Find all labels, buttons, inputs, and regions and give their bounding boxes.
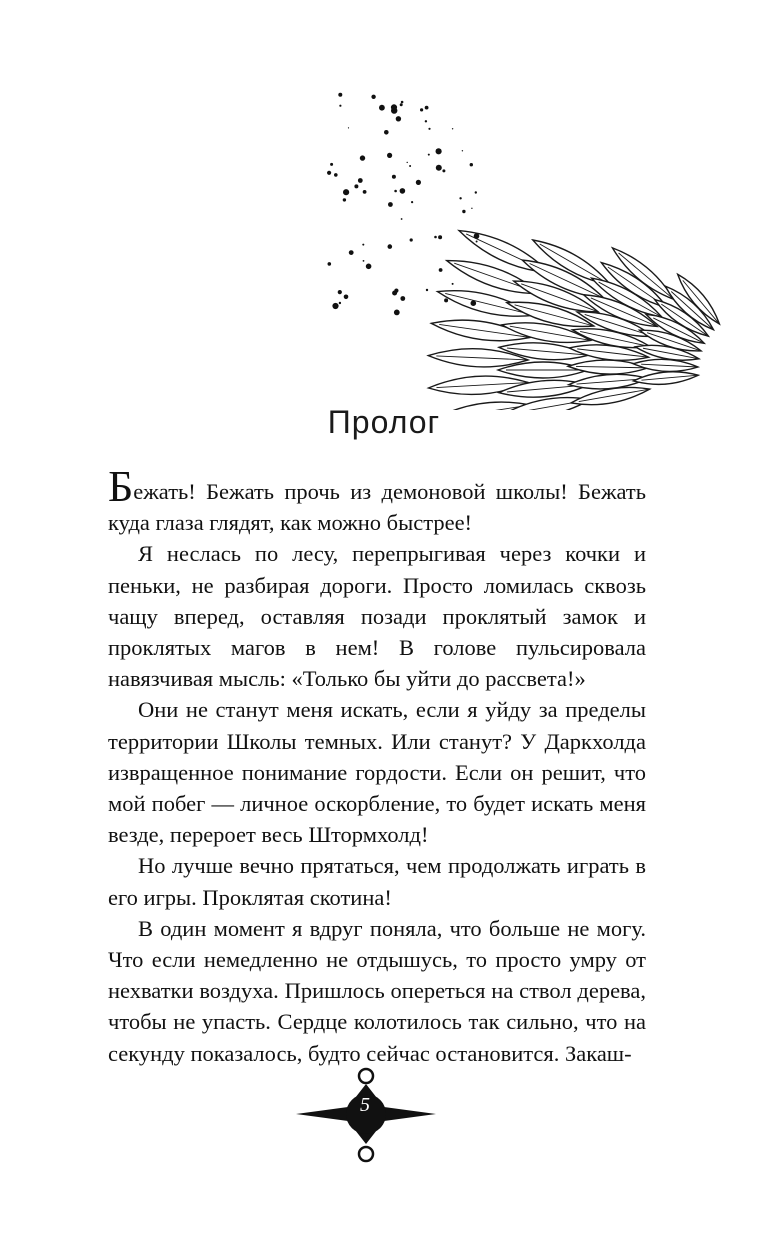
ink-splatter-dot: [379, 105, 385, 111]
paragraph-2: Я неслась по лесу, перепрыгивая через кочки и пеньки, не разбирая дороги. Просто ломилась сквозь чащу вперед, оставляя позади проклятый замок и проклятых магов в нем! В голове пульсировала навязчивая мысль: «Только бы уйти до рассвета!»: [108, 541, 646, 692]
ink-splatter-dot: [394, 190, 397, 193]
paragraph-4: Но лучше вечно прятаться, чем продолжать играть в его игры. Проклятая скотина!: [108, 853, 646, 910]
ink-splatter-dot: [462, 150, 463, 151]
ink-splatter-dot: [339, 105, 341, 107]
ink-splatter-dot: [392, 175, 396, 179]
ink-splatter-dot: [343, 198, 346, 201]
ink-splatter-dot: [462, 210, 465, 213]
ink-splatter-dot: [475, 191, 477, 193]
ink-splatter-dot: [471, 300, 477, 306]
ink-splatter-dot: [452, 283, 454, 285]
angel-wing-illustration: [318, 40, 768, 410]
page-number: 5: [360, 1094, 370, 1116]
ink-splatter-dot: [338, 290, 342, 294]
ink-splatter-dot: [339, 302, 341, 304]
ink-splatter-dot: [388, 244, 393, 249]
ink-splatter-dot: [334, 173, 338, 177]
ink-splatter-dot: [392, 291, 397, 296]
ink-splatter-dot: [327, 171, 331, 175]
ink-splatter-dot: [401, 101, 404, 104]
paragraph-5: В один момент я вдруг поняла, что больше не могу. Что если немедленно не отдышусь, то просто умру от нехватки воздуха. Пришлось опереться на ствол дерева, чтобы не упасть. Сердце колотилось так сильно, что на секунду показалось, будто сейчас остановится. Закаш-: [108, 915, 646, 1066]
ink-splatter-dot: [409, 165, 411, 167]
ink-splatter-dot: [400, 103, 403, 106]
ink-splatter-dot: [332, 303, 338, 309]
ink-splatter-dot: [436, 165, 442, 171]
ink-splatter-dot: [426, 289, 428, 291]
ornament-top-ring: [359, 1069, 373, 1083]
ink-splatter-dot: [442, 169, 445, 172]
ink-splatter-dot: [358, 178, 363, 183]
ink-splatter-dot: [343, 189, 349, 195]
ink-splatter-dot: [384, 130, 389, 135]
ink-splatter-dot: [434, 236, 437, 239]
ink-splatter-dot: [338, 93, 342, 97]
ink-splatter-dot: [428, 154, 430, 156]
ink-splatter-dot: [411, 201, 413, 203]
ink-splatter-dot: [401, 218, 403, 220]
ink-splatter-dot: [407, 162, 408, 163]
ink-splatter-dot: [436, 148, 442, 154]
ink-splatter-dot: [471, 208, 472, 209]
ink-splatter-dot: [354, 184, 358, 188]
ink-splatter-dot: [348, 127, 349, 128]
ink-splatter-dot: [474, 233, 480, 239]
ink-splatter-dot: [360, 155, 365, 160]
ink-splatter-dot: [396, 116, 401, 121]
body-text: [108, 462, 646, 1069]
ink-splatter-dot: [425, 120, 427, 122]
ink-splatter-dot: [371, 95, 375, 99]
ink-splatter-dot: [363, 190, 367, 194]
ink-splatter-dot: [439, 268, 443, 272]
ink-splatter-dot: [330, 163, 333, 166]
ink-splatter-dot: [410, 238, 413, 241]
paragraph-1-text: ежать! Бежать прочь из демоновой школы! Бежать куда глаза глядят, как можно быстрее!: [108, 479, 646, 536]
ink-splatter-dot: [438, 235, 442, 239]
ink-splatter-dot: [366, 264, 372, 270]
ink-splatter-dot: [391, 104, 397, 110]
ink-splatter-dot: [400, 296, 405, 301]
paragraph-1: [108, 462, 646, 538]
ink-splatter-dot: [349, 250, 354, 255]
ink-splatter-dot: [416, 180, 421, 185]
ink-splatter-dot: [420, 108, 423, 111]
ornament-bottom-ring: [359, 1147, 373, 1161]
ink-splatter-dot: [428, 128, 430, 130]
ink-splatter-dot: [387, 153, 392, 158]
ink-splatter-dot: [344, 295, 349, 300]
ink-splatter-dot: [452, 128, 453, 129]
ink-splatter-dot: [388, 202, 393, 207]
ink-splatter-dot: [470, 163, 473, 166]
ink-splatter-dot: [459, 197, 461, 199]
paragraph-3: Они не станут меня искать, если я уйду за пределы территории Школы темных. Или станут? У Даркхолда извращенное понимание гордости. Если он решит, что мой побег — личное оскорбление, то будет искать меня везде, перероет весь Штормхолд!: [108, 697, 646, 848]
chapter-title: Пролог: [327, 404, 441, 440]
ink-splatter-dot: [328, 262, 332, 266]
ink-splatter-dot: [444, 298, 448, 302]
ink-splatter-dot: [476, 241, 478, 243]
ink-splatter-dot: [362, 244, 364, 246]
ink-splatter-dot: [363, 260, 365, 262]
ink-splatter-dot: [425, 106, 429, 110]
drop-cap: Б: [108, 462, 134, 511]
ink-splatter-dot: [400, 188, 406, 194]
ink-splatter-dot: [394, 310, 400, 316]
